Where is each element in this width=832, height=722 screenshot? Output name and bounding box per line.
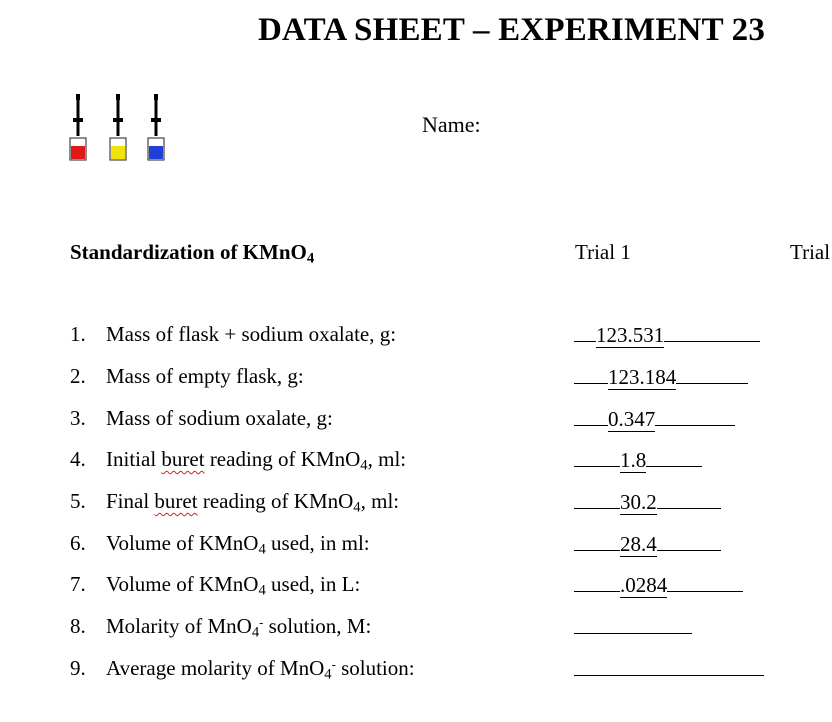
question-label: Mass of flask + sodium oxalate, g:: [106, 322, 397, 346]
question-number: 6.: [70, 531, 86, 555]
question-row: [70, 656, 832, 686]
question-number: 8.: [70, 614, 86, 638]
question-label: Volume of KMnO$_4$ used, in L:: [106, 572, 361, 599]
answer-field[interactable]: [574, 322, 760, 348]
question-row: [70, 406, 832, 436]
buret-yellow-icon: [110, 94, 126, 160]
answer-field[interactable]: [574, 572, 743, 598]
question-label: Final buret reading of KMnO$_4$, ml:: [106, 489, 400, 516]
answer-value: 28.4: [620, 532, 657, 556]
answer-value: 0.347: [608, 407, 656, 431]
question-row: [70, 614, 832, 644]
question-row: [70, 447, 832, 477]
answer-value: 123.184: [608, 365, 677, 389]
answer-value: 123.531: [596, 323, 665, 347]
name-label: Name:: [422, 112, 481, 137]
trial-2-header: Trial: [790, 240, 831, 264]
question-row: [70, 572, 832, 602]
page-title: DATA SHEET – EXPERIMENT 23: [258, 12, 766, 48]
question-label: Initial buret reading of KMnO$_4$, ml:: [106, 447, 407, 474]
answer-field[interactable]: [574, 531, 721, 557]
question-label: Average molarity of MnO$_4$- solution:: [106, 656, 415, 683]
question-row: [70, 322, 832, 352]
answer-field[interactable]: [574, 364, 748, 390]
section-heading: Standardization of KMnO$_4$: [70, 240, 315, 267]
question-number: 3.: [70, 406, 86, 430]
answer-field[interactable]: [574, 447, 702, 473]
answer-field[interactable]: [574, 614, 692, 640]
buret-red-icon: [70, 94, 86, 160]
trial-1-header: Trial 1: [575, 240, 631, 264]
question-label: Mass of sodium oxalate, g:: [106, 406, 333, 430]
question-label: Volume of KMnO$_4$ used, in ml:: [106, 531, 370, 558]
buret-blue-icon: [148, 94, 164, 160]
question-number: 7.: [70, 572, 86, 596]
answer-field[interactable]: [574, 489, 721, 515]
question-number: 9.: [70, 656, 86, 680]
question-number: 2.: [70, 364, 86, 388]
answer-value: 1.8: [620, 448, 647, 472]
question-label: Mass of empty flask, g:: [106, 364, 304, 388]
buret-illustration: [66, 92, 176, 168]
question-number: 1.: [70, 322, 86, 346]
answer-field[interactable]: [574, 656, 764, 682]
answer-field[interactable]: [574, 406, 735, 432]
question-row: [70, 531, 832, 561]
question-label: Molarity of MnO$_4$- solution, M:: [106, 614, 372, 641]
question-number: 5.: [70, 489, 86, 513]
question-row: [70, 364, 832, 394]
question-number: 4.: [70, 447, 86, 471]
answer-value: 30.2: [620, 490, 657, 514]
answer-value: .0284: [620, 573, 668, 597]
question-row: [70, 489, 832, 519]
